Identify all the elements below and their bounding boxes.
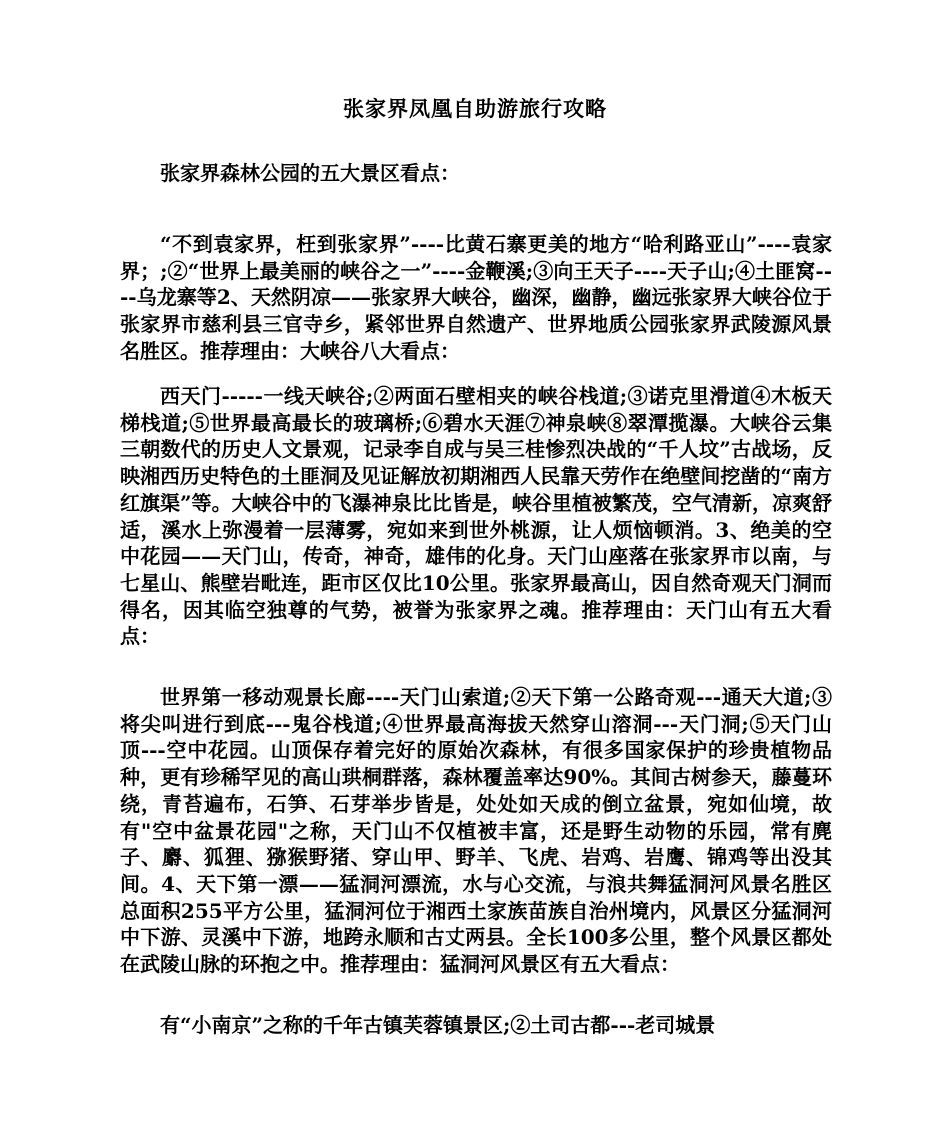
paragraph-furong-town: 有“小南京”之称的千年古镇芙蓉镇景区;②土司古都---老司城景 [160,1013,716,1037]
document-title: 张家界凤凰自助游旅行攻略 [343,96,607,121]
paragraph-grand-canyon: 西天门-----一线天峡谷;②两面石壁相夹的峡谷栈道;③诺克里滑道④木板天梯栈道;⑤世界最高最长的玻璃桥;⑥碧水天涯⑦神泉峡⑧翠潭揽瀑。大峡谷云集三朝数代的历史人文景观，记录李自成与吴三桂惨烈决战的“千人坟”古战场，反映湘西历史特色的土匪洞及见证解放初期湘西人民靠天劳作在绝壁间挖凿的“南方红旗渠”等。大峡谷中的飞瀑神泉比比皆是，峡谷里植被繁茂，空气清新，凉爽舒适，溪水上弥漫着一层薄雾，宛如来到世外桃源，让人烦恼顿消。3、绝美的空中花园——天门山，传奇，神奇，雄伟的化身。天门山座落在张家界市以南，与七星山、熊壁岩毗连，距市区仅比10公里。张家界最高山，因自然奇观天门洞而得名，因其临空独尊的气势，被誉为张家界之魂。推荐理由：天门山有五大看点： [120,384,832,649]
paragraph-intro: 张家界森林公园的五大景区看点： [160,161,460,185]
paragraph-forest-park: “不到袁家界，枉到张家界”----比黄石寨更美的地方“哈利路亚山”----袁家界；;②“世界上最美丽的峡谷之一”----金鞭溪;③向王天子----天子山;④土匪窝----乌龙寨等2、天然阴凉——张家界大峡谷，幽深，幽静，幽远张家界大峡谷位于张家界市慈利县三官寺乡，紧邻世界自然遗产、世界地质公园张家界武陵源风景名胜区。推荐理由：大峡谷八大看点： [120,232,832,363]
paragraph-tianmen-mountain: 世界第一移动观景长廊----天门山索道;②天下第一公路奇观---通天大道;③将尖叫进行到底---鬼谷栈道;④世界最高海拔天然穿山溶洞---天门洞;⑤天门山顶---空中花园。山顶保存着完好的原始次森林，有很多国家保护的珍贵植物品种，更有珍稀罕见的高山珙桐群落，森林覆盖率达90%。其间古树参天，藤蔓环绕，青苔遍布，石笋、石芽举步皆是，处处如天成的倒立盆景，宛如仙境，故有"空中盆景花园"之称，天门山不仅植被丰富，还是野生动物的乐园，常有麂子、麝、狐狸、猕猴野猪、穿山甲、野羊、飞虎、岩鸡、岩鹰、锦鸡等出没其间。4、天下第一漂——猛洞河漂流，水与心交流，与浪共舞猛洞河风景名胜区总面积255平方公里，猛洞河位于湘西土家族苗族自治州境内，风景区分猛洞河中下游、灵溪中下游，地跨永顺和古丈两县。全长100多公里，整个风景区都处在武陵山脉的环抱之中。推荐理由：猛洞河风景区有五大看点： [120,685,832,977]
